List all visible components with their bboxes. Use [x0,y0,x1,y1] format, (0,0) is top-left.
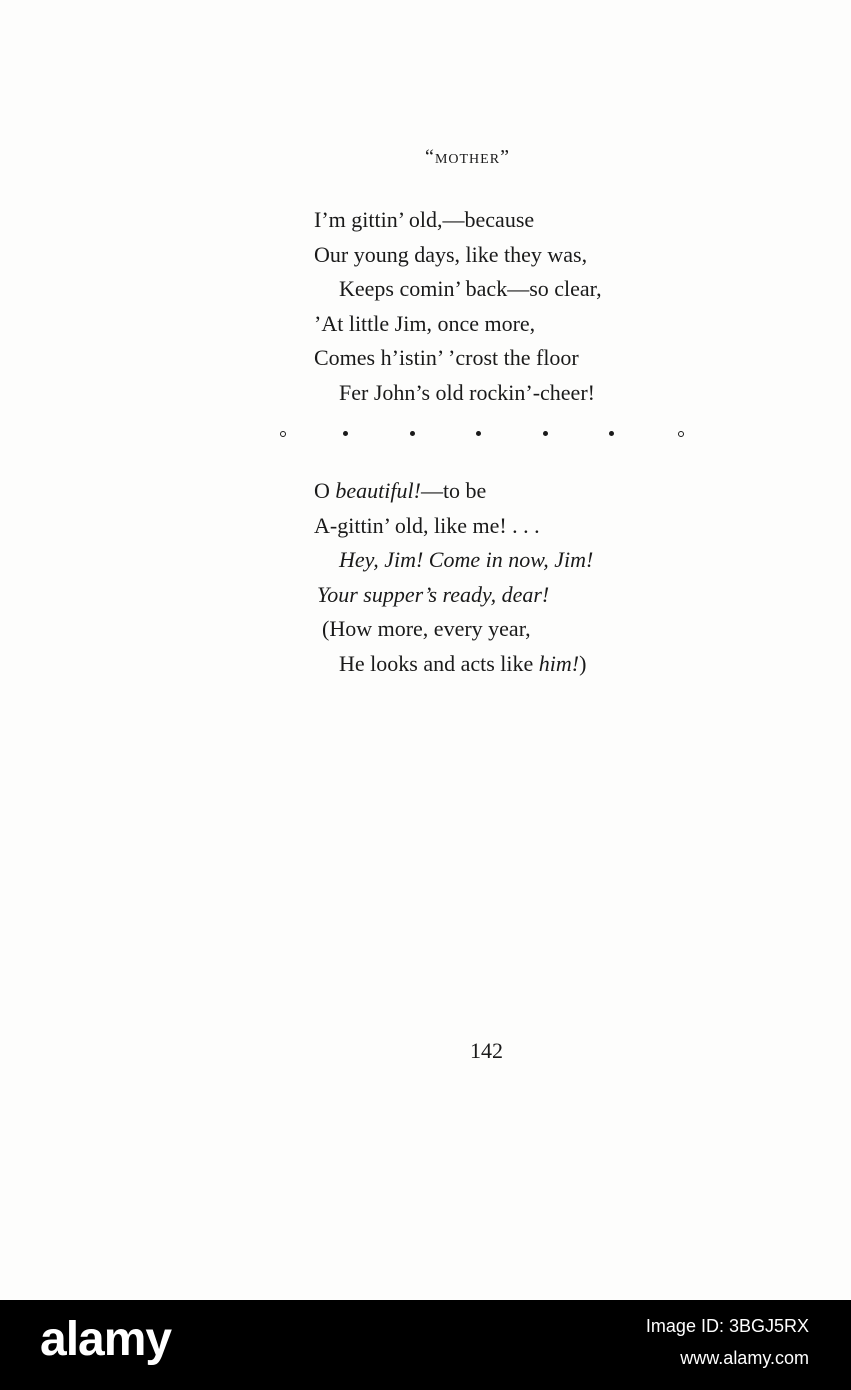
line-text: O [314,478,336,503]
line-italic-text: Your supper’s ready, dear! [317,581,550,607]
poem-line: Fer John’s old rockin’-cheer! [339,379,595,405]
poem-line [314,474,593,509]
ellipsis-dot [609,431,614,436]
line-text: ) [579,650,587,676]
poem-line: Comes h’istin’ ’crost the floor [314,345,579,370]
ellipsis-dot [343,431,348,436]
poem-line: Our young days, like they was, [314,241,588,267]
watermark-footer [0,1300,851,1390]
running-head [0,146,851,169]
poem-line [314,543,593,578]
line-italic-text: him! [538,650,580,676]
line-text: He looks and acts like [339,650,539,676]
page-number: 142 [470,1038,503,1063]
poem-line: A-gittin’ old, like me! . . . [314,512,540,538]
ellipsis-dot [476,431,481,436]
stanza-break-dots [280,425,682,445]
stanza-1 [314,203,602,410]
running-head-title: mother [434,146,501,168]
line-italic-text: beautiful! [335,478,421,503]
poem-line: I’m gittin’ old,—because [314,207,535,232]
poem-line: ’At little Jim, once more, [314,310,536,336]
ellipsis-dot [410,431,415,436]
stanza-2 [314,474,593,681]
poem-line [314,647,593,682]
running-head-close-quote: ” [500,146,510,168]
ellipsis-dot [280,431,286,437]
poem-line [314,578,593,613]
line-text: —to be [420,478,487,503]
line-italic-text: Hey, Jim! Come in now, Jim! [339,547,594,572]
poem-line: Keeps comin’ back—so clear, [339,276,602,301]
ellipsis-dot [543,431,548,436]
site-url: www.alamy.com [680,1348,809,1368]
image-id-label: Image ID: 3BGJ5RX [645,1316,809,1336]
running-head-open-quote: “ [425,146,435,168]
ellipsis-dot [678,431,684,437]
poem-line: (How more, every year, [322,616,531,641]
alamy-logo: alamy [40,1313,172,1366]
